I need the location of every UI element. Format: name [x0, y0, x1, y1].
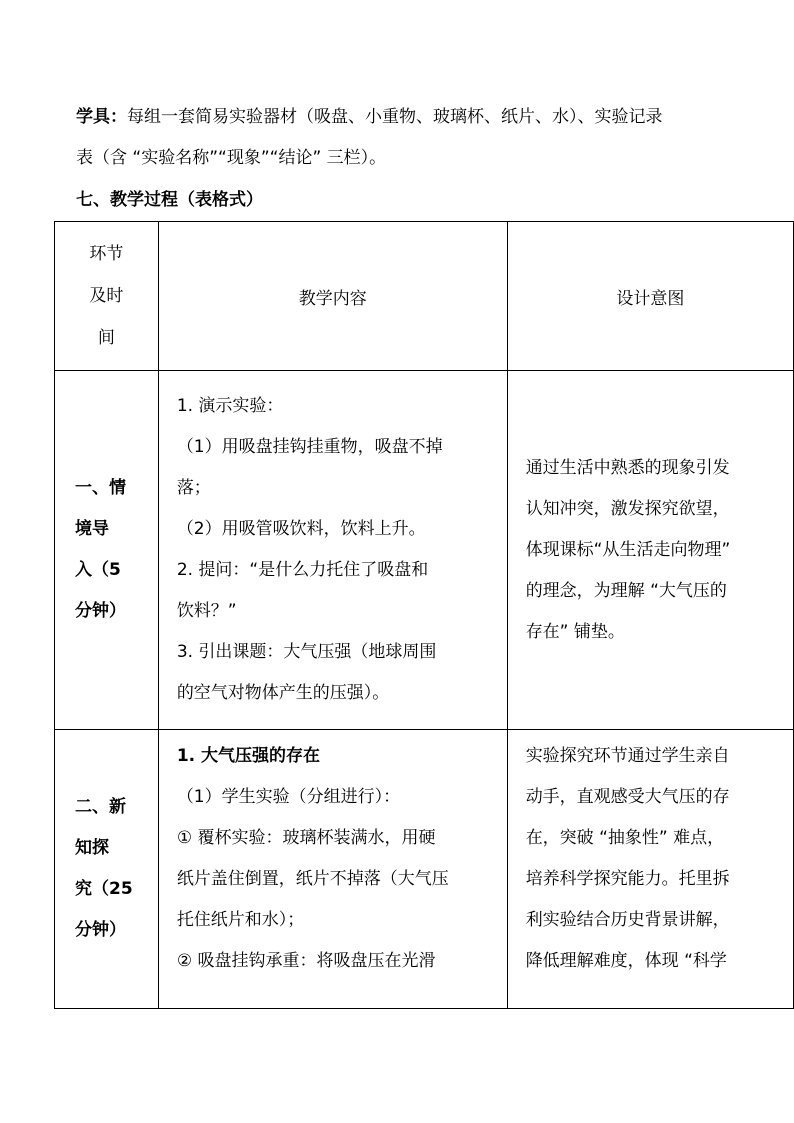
stage-line: 分钟） — [75, 601, 126, 621]
materials-line-2: 表（含 “实验名称”“现象”“结论” 三栏）。 — [76, 148, 387, 168]
table-header-row — [55, 222, 794, 371]
header-stage-line: 及时 — [89, 286, 124, 306]
materials-line-1 — [76, 105, 663, 129]
stage-line: 入（5 — [75, 560, 121, 580]
content-cell — [158, 730, 507, 1009]
stage-cell — [55, 371, 159, 730]
content-heading: 1. 大气压强的存在 — [176, 746, 321, 766]
stage-line: 知探 — [75, 838, 109, 858]
section-heading: 七、教学过程（表格式） — [76, 190, 263, 210]
intent-line: 利实验结合历史背景讲解， — [525, 910, 730, 930]
intent-line: 降低理解难度，体现 “科学 — [525, 951, 727, 971]
intent-line: 体现课标“从生活走向物理” — [525, 539, 731, 560]
content-line: （1）用吸盘挂钩挂重物，吸盘不掉 — [176, 437, 443, 457]
intent-line: 动手，直观感受大气压的存 — [525, 787, 730, 807]
header-stage-time — [55, 222, 159, 371]
content-line: 托住纸片和水）； — [176, 910, 305, 930]
content-line: ② 吸盘挂钩承重：将吸盘压在光滑 — [176, 951, 436, 971]
materials-label: 学具： — [76, 107, 127, 127]
header-content: 教学内容 — [158, 222, 507, 371]
intent-line: 认知冲突，激发探究欲望， — [525, 498, 730, 519]
stage-line: 二、新 — [75, 797, 126, 817]
table-row — [55, 730, 794, 1009]
stage-line: 究（25 — [75, 879, 133, 899]
materials-text: 每组一套简易实验器材（吸盘、小重物、玻璃杯、纸片、水）、实验记录 — [127, 107, 663, 127]
stage-line: 一、情 — [75, 478, 126, 498]
teaching-process-table — [54, 221, 794, 1009]
content-line: 1. 演示实验： — [176, 396, 284, 416]
stage-line: 境导 — [75, 519, 109, 539]
content-line: 落； — [176, 478, 211, 498]
content-line: 纸片盖住倒置，纸片不掉落（大气压 — [176, 869, 449, 889]
stage-line: 分钟） — [75, 920, 126, 940]
header-stage-line: 环节 — [89, 244, 124, 264]
intent-line: 的理念，为理解 “大气压的 — [525, 580, 727, 601]
content-line: （2）用吸管吸饮料，饮料上升。 — [176, 519, 426, 539]
intent-line: 通过生活中熟悉的现象引发 — [525, 457, 730, 478]
intent-cell — [507, 371, 793, 730]
content-cell — [158, 371, 507, 730]
content-line: （1）学生实验（分组进行）： — [176, 787, 401, 807]
header-intent: 设计意图 — [507, 222, 793, 371]
content-line: 3. 引出课题：大气压强（地球周围 — [176, 642, 437, 662]
content-line: 的空气对物体产生的压强）。 — [176, 683, 390, 703]
header-stage-line: 间 — [97, 328, 115, 348]
intent-line: 实验探究环节通过学生亲自 — [525, 746, 730, 766]
intent-line: 在，突破 “抽象性” 难点， — [525, 828, 725, 848]
content-line: 饮料？” — [176, 601, 237, 621]
content-line: ① 覆杯实验：玻璃杯装满水，用硬 — [176, 828, 436, 848]
table-row — [55, 371, 794, 730]
intent-line: 存在” 铺垫。 — [525, 621, 625, 642]
content-line: 2. 提问：“是什么力托住了吸盘和 — [176, 560, 429, 580]
intent-line: 培养科学探究能力。托里拆 — [525, 869, 730, 889]
stage-cell — [55, 730, 159, 1009]
intent-cell — [507, 730, 793, 1009]
